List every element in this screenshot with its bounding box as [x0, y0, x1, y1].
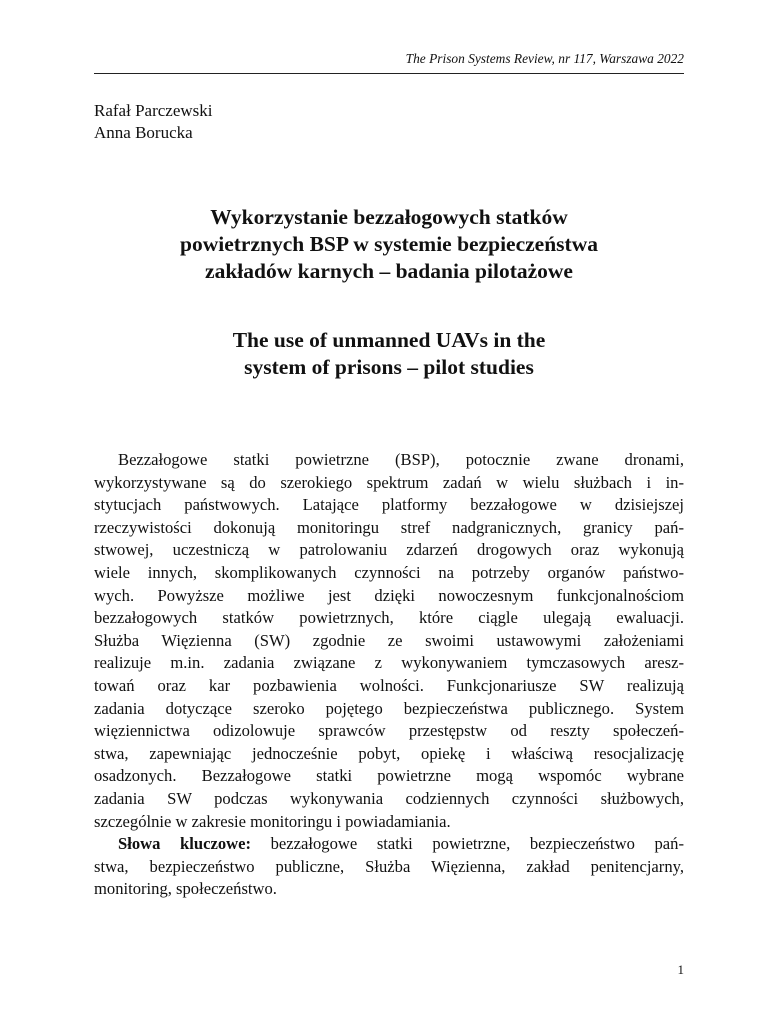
abstract-line: stytucjach państwowych. Latające platformy bezzałogowe w dzisiejszej: [94, 495, 684, 515]
abstract-line: bezzałogowych statków powietrznych, które ciągle ulegają ewaluacji.: [94, 608, 684, 628]
abstract-line: zadania dotyczące szeroko pojętego bezpieczeństwa publicznego. System: [94, 698, 684, 718]
header-rule: [94, 73, 684, 74]
title-line: The use of unmanned UAVs in the: [232, 328, 546, 352]
keywords-label: Słowa kluczowe:: [118, 834, 251, 854]
abstract-line: wiele innych, skomplikowanych czynności na potrzeby organów państwo-: [94, 562, 684, 582]
author-list: [94, 100, 212, 144]
abstract-line: stwowej, uczestniczą w patrolowaniu zdarzeń drogowych oraz wykonują: [94, 540, 684, 560]
abstract-line: osadzonych. Bezzałogowe statki powietrzne mogą wspomóc wybrane: [94, 766, 684, 786]
title-english: [94, 327, 684, 381]
keywords-line: stwa, bezpieczeństwo publiczne, Służba Więzienna, zakład penitencjarny,: [94, 856, 684, 876]
abstract-line: wykorzystywane są do szerokiego spektrum zadań w wielu służbach i in-: [94, 472, 684, 492]
author-name: Rafał Parczewski: [94, 101, 213, 120]
title-line: powietrznych BSP w systemie bezpieczeństwa: [180, 232, 598, 256]
keywords-line: monitoring, społeczeństwo.: [94, 879, 277, 899]
abstract-line: towań oraz kar pozbawienia wolności. Funkcjonariusze SW realizują: [94, 675, 684, 695]
journal-running-header: The Prison Systems Review, nr 117, Warszawa 2022: [405, 51, 684, 66]
abstract-line: szczególnie w zakresie monitoringu i powiadamiania.: [94, 811, 451, 831]
page-number: 1: [677, 962, 684, 977]
keywords-line: [94, 833, 684, 856]
abstract-line: wych. Powyższe możliwe jest dzięki nowoczesnym funkcjonalnościom: [94, 585, 684, 605]
title-line: zakładów karnych – badania pilotażowe: [205, 259, 573, 283]
title-line: Wykorzystanie bezzałogowych statków: [210, 205, 568, 229]
title-line: system of prisons – pilot studies: [244, 355, 534, 379]
abstract-line: Bezzałogowe statki powietrzne (BSP), potocznie zwane dronami,: [118, 450, 684, 469]
abstract-line: realizuje m.in. zadania związane z wykonywaniem tymczasowych aresz-: [94, 653, 684, 673]
author-name: Anna Borucka: [94, 123, 193, 142]
abstract-line: więziennictwa odizolowuje sprawców przestępstw od reszty społeczeń-: [94, 721, 684, 741]
keywords-text: bezzałogowe statki powietrzne, bezpieczeństwo pań-: [251, 834, 684, 854]
abstract-line: zadania SW podczas wykonywania codziennych czynności służbowych,: [94, 788, 684, 808]
abstract-line: Służba Więzienna (SW) zgodnie ze swoimi ustawowymi założeniami: [94, 630, 684, 650]
abstract-line: stwa, zapewniając jednocześnie pobyt, opiekę i właściwą resocjalizację: [94, 743, 684, 763]
abstract-line: rzeczywistości dokonują monitoringu stref nadgranicznych, granicy pań-: [94, 517, 684, 537]
title-polish: [94, 204, 684, 285]
abstract: [94, 449, 684, 901]
